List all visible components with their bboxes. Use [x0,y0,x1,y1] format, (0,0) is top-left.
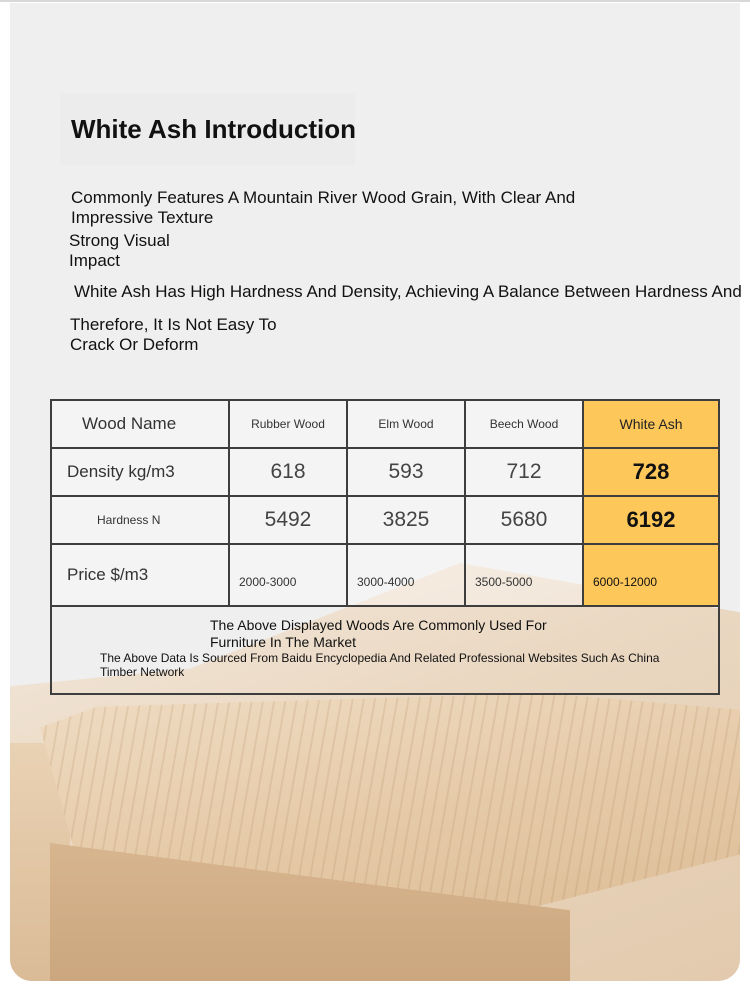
price-rubber-wood: 2000-3000 [229,544,347,606]
header-white-ash: White Ash [583,400,719,448]
price-elm-wood: 3000-4000 [347,544,465,606]
intro-paragraph-visual: Strong Visual Impact [69,231,170,270]
density-elm-wood: 593 [347,448,465,496]
row-label-price: Price $/m3 [51,544,229,606]
note-source: The Above Data Is Sourced From Baidu Encyclopedia And Related Professional Websites Such As China Timber Network [100,651,660,679]
table-notes [51,606,719,694]
price-beech-wood: 3500-5000 [465,544,583,606]
table-row [51,496,719,544]
header-beech-wood: Beech Wood [465,400,583,448]
table-header-row [51,400,719,448]
top-divider [0,0,750,2]
density-white-ash: 728 [583,448,719,496]
density-rubber-wood: 618 [229,448,347,496]
table-row [51,544,719,606]
table-row [51,448,719,496]
hardness-elm-wood: 3825 [347,496,465,544]
intro-paragraph-deform: Therefore, It Is Not Easy To Crack Or Deform [70,315,277,354]
intro-paragraph-hardness: White Ash Has High Hardness And Density, Achieving A Balance Between Hardness And [74,282,742,301]
row-label-hardness: Hardness N [51,496,229,544]
table-notes-row [51,606,719,694]
page-title: White Ash Introduction [71,114,356,144]
header-rubber-wood: Rubber Wood [229,400,347,448]
header-wood-name: Wood Name [51,400,229,448]
hardness-rubber-wood: 5492 [229,496,347,544]
hardness-beech-wood: 5680 [465,496,583,544]
header-elm-wood: Elm Wood [347,400,465,448]
hardness-white-ash: 6192 [583,496,719,544]
intro-paragraph-grain: Commonly Features A Mountain River Wood Grain, With Clear And Impressive Texture [71,188,576,227]
wood-comparison-table [50,399,720,695]
density-beech-wood: 712 [465,448,583,496]
row-label-density: Density kg/m3 [51,448,229,496]
note-usage: The Above Displayed Woods Are Commonly Used For Furniture In The Market [210,617,547,650]
price-white-ash: 6000-12000 [583,544,719,606]
